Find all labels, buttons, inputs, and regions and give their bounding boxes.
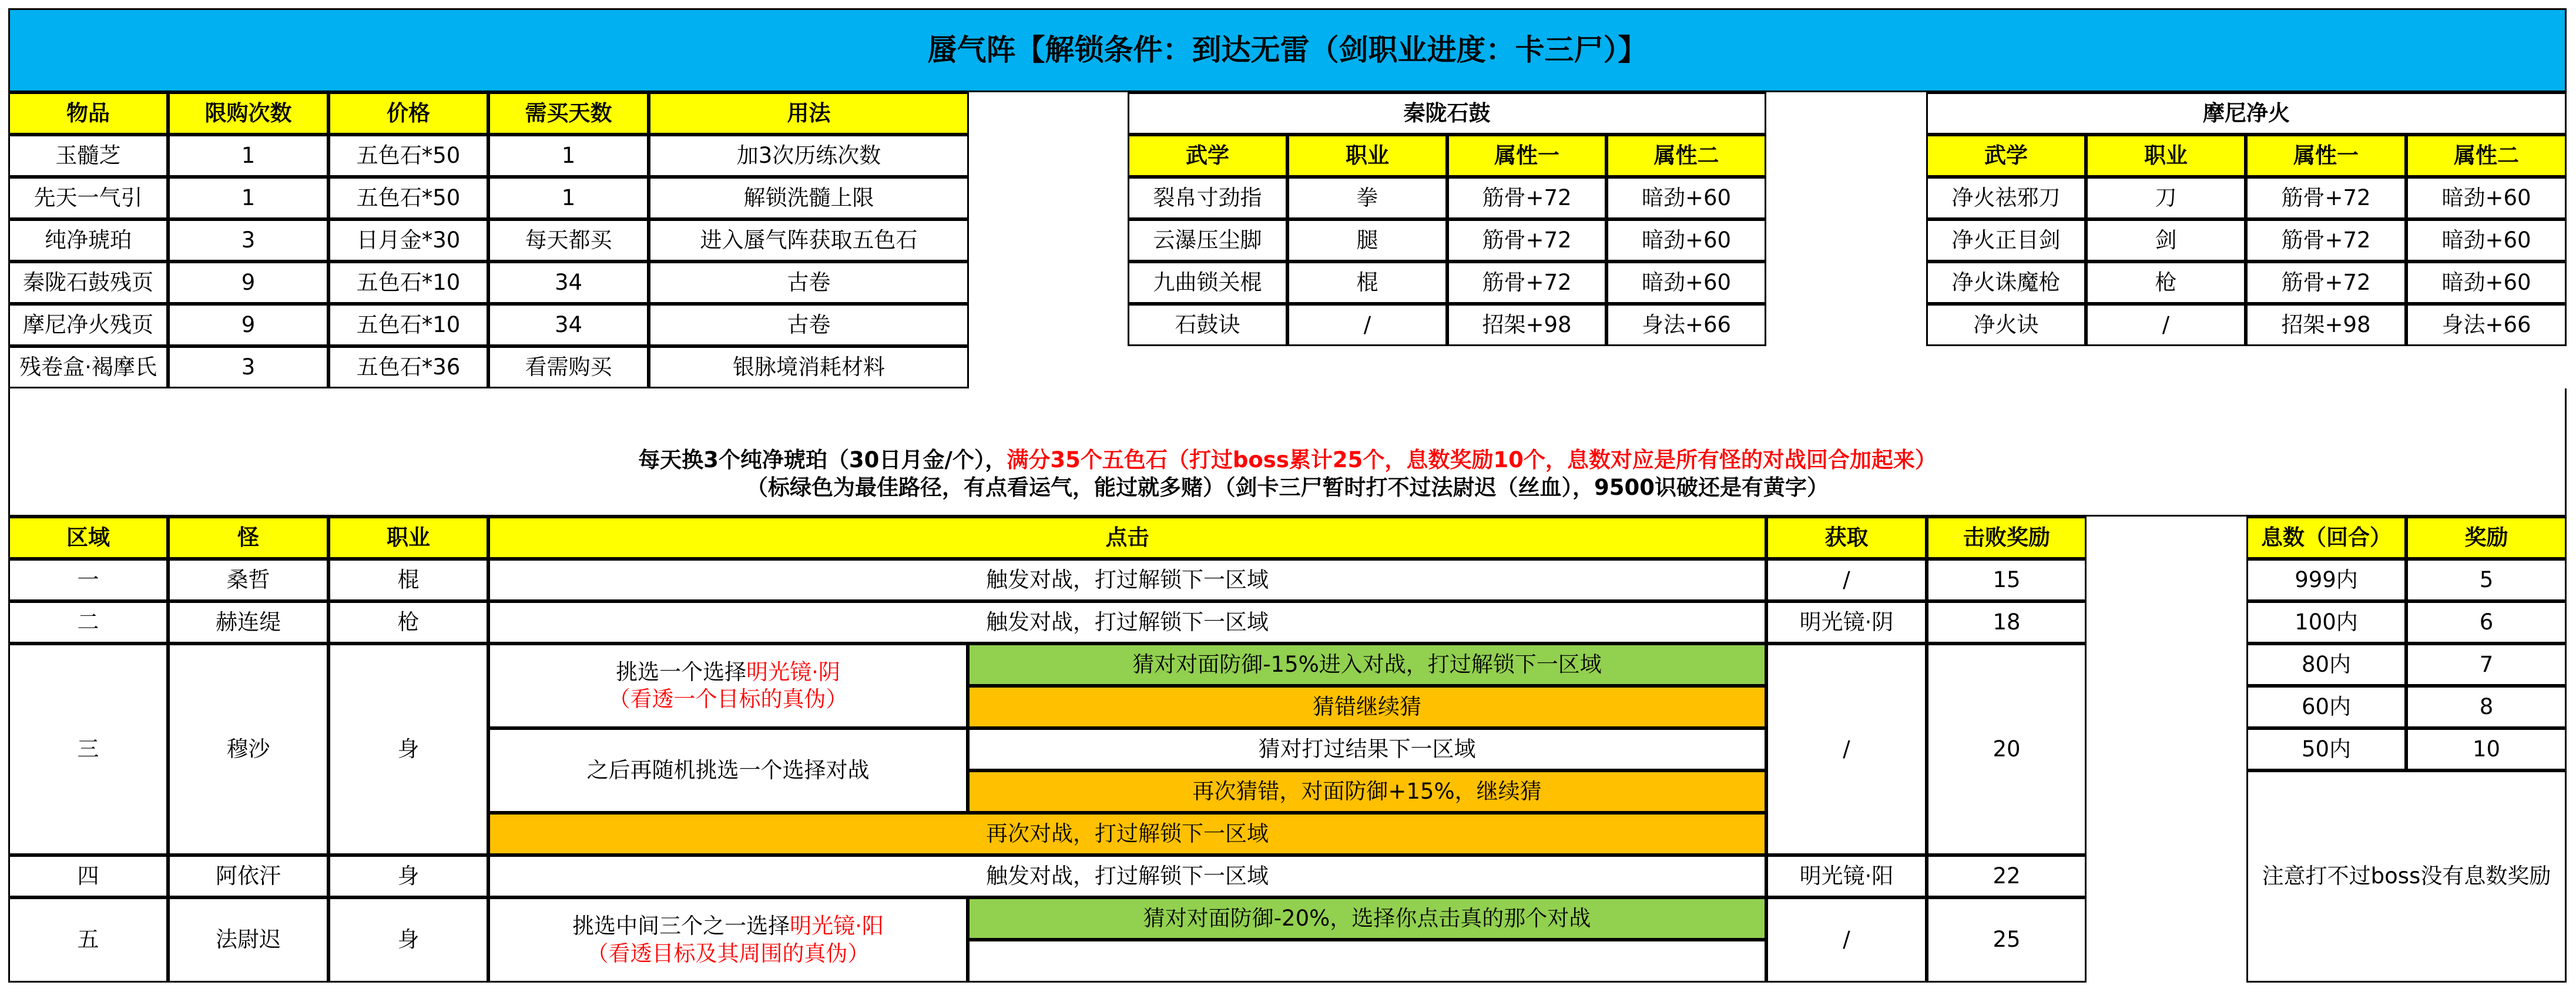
shop-header-limit: 限购次数 bbox=[168, 92, 328, 135]
qinlong-title: 秦陇石鼓 bbox=[1128, 92, 1766, 135]
moni-cell: 刀 bbox=[2086, 177, 2246, 219]
moni-cell: 暗劲+60 bbox=[2406, 219, 2567, 262]
zone-get: / bbox=[1766, 897, 1927, 983]
moni-cell: 筋骨+72 bbox=[2246, 177, 2406, 219]
breath-reward: 6 bbox=[2406, 601, 2567, 644]
moni-cell: 暗劲+60 bbox=[2406, 177, 2567, 219]
zone-area: 三 bbox=[8, 644, 168, 855]
breath-header-reward: 奖励 bbox=[2406, 517, 2567, 559]
qinlong-cell: 暗劲+60 bbox=[1606, 177, 1766, 219]
shop-cell: 古卷 bbox=[649, 262, 969, 304]
zone-reward: 22 bbox=[1927, 855, 2087, 897]
moni-header: 武学 bbox=[1926, 135, 2086, 177]
shop-header-usage: 用法 bbox=[649, 92, 969, 135]
qinlong-header: 属性二 bbox=[1606, 135, 1766, 177]
zone-area: 四 bbox=[8, 855, 168, 897]
qinlong-header: 职业 bbox=[1287, 135, 1447, 177]
page-title: 蜃气阵【解锁条件：到达无雷（剑职业进度：卡三尸）】 bbox=[8, 8, 2567, 92]
breath-header-rounds: 息数（回合） bbox=[2246, 517, 2406, 559]
zone-job: 枪 bbox=[328, 601, 488, 644]
breath-reward: 8 bbox=[2406, 686, 2567, 728]
shop-cell: 34 bbox=[488, 262, 649, 304]
qinlong-cell: 筋骨+72 bbox=[1447, 219, 1606, 262]
moni-cell: 净火祛邪刀 bbox=[1926, 177, 2086, 219]
zone-header-click: 点击 bbox=[488, 517, 1766, 559]
shop-cell: 1 bbox=[488, 177, 649, 219]
shop-cell: 看需购买 bbox=[488, 346, 649, 388]
zone3-step2: 之后再随机挑选一个选择对战 bbox=[488, 728, 968, 813]
zone-monster: 赫连缇 bbox=[168, 601, 328, 644]
zone-click: 触发对战，打过解锁下一区域 bbox=[488, 559, 1766, 601]
zone-get: / bbox=[1766, 559, 1927, 601]
zone3-option2-correct: 猜对打过结果下一区域 bbox=[968, 728, 1766, 770]
notes-line-2: （标绿色为最佳路径，有点看运气，能过就多赌）（剑卡三尸暂时打不过法尉迟（丝血），9500识破还是有黄字） bbox=[746, 474, 1829, 500]
notes-line-1-red: 满分35个五色石（打过boss累计25个，息数奖励10个，息数对应是所有怪的对战回合加起来） bbox=[1007, 447, 1937, 473]
moni-cell: 净火诀 bbox=[1926, 304, 2086, 346]
qinlong-cell: / bbox=[1287, 304, 1447, 346]
zone-click: 触发对战，打过解锁下一区域 bbox=[488, 855, 1766, 897]
shop-cell: 纯净琥珀 bbox=[8, 219, 168, 262]
zone-get: / bbox=[1766, 644, 1927, 855]
shop-cell: 银脉境消耗材料 bbox=[649, 346, 969, 388]
moni-cell: 暗劲+60 bbox=[2406, 262, 2567, 304]
shop-header-price: 价格 bbox=[328, 92, 488, 135]
moni-cell: 筋骨+72 bbox=[2246, 219, 2406, 262]
shop-cell: 秦陇石鼓残页 bbox=[8, 262, 168, 304]
zone-monster: 阿依汗 bbox=[168, 855, 328, 897]
notes-block bbox=[8, 431, 2567, 517]
zone-job: 身 bbox=[328, 897, 488, 983]
shop-header-item: 物品 bbox=[8, 92, 168, 135]
shop-cell: 9 bbox=[168, 262, 328, 304]
shop-cell: 先天一气引 bbox=[8, 177, 168, 219]
qinlong-cell: 筋骨+72 bbox=[1447, 177, 1606, 219]
qinlong-cell: 石鼓诀 bbox=[1128, 304, 1287, 346]
zone-monster: 桑哲 bbox=[168, 559, 328, 601]
zone3-option-correct: 猜对对面防御-15%进入对战，打过解锁下一区域 bbox=[968, 644, 1766, 686]
shop-cell: 日月金*30 bbox=[328, 219, 488, 262]
shop-header-days: 需买天数 bbox=[488, 92, 649, 135]
zone-area: 二 bbox=[8, 601, 168, 644]
shop-cell: 五色石*10 bbox=[328, 304, 488, 346]
shop-cell: 3 bbox=[168, 219, 328, 262]
moni-cell: 招架+98 bbox=[2246, 304, 2406, 346]
zone-job: 身 bbox=[328, 644, 488, 855]
zone3-step1-prefix: 挑选一个选择 bbox=[616, 659, 747, 685]
zone5-step-item: 明光镜·阳 bbox=[790, 913, 884, 939]
moni-cell: 身法+66 bbox=[2406, 304, 2567, 346]
shop-cell: 1 bbox=[168, 177, 328, 219]
zone-header-reward: 击败奖励 bbox=[1927, 517, 2087, 559]
breath-rounds: 50内 bbox=[2246, 728, 2406, 770]
moni-cell: 筋骨+72 bbox=[2246, 262, 2406, 304]
zone3-step1 bbox=[488, 644, 968, 728]
zone-get: 明光镜·阳 bbox=[1766, 855, 1927, 897]
zone3-step1-sub: （看透一个目标的真伪） bbox=[608, 686, 848, 712]
shop-cell: 古卷 bbox=[649, 304, 969, 346]
moni-header: 职业 bbox=[2086, 135, 2246, 177]
shop-cell: 五色石*50 bbox=[328, 177, 488, 219]
zone-reward: 15 bbox=[1927, 559, 2087, 601]
zone-header-job: 职业 bbox=[328, 517, 488, 559]
moni-cell: 净火诛魔枪 bbox=[1926, 262, 2086, 304]
qinlong-cell: 暗劲+60 bbox=[1606, 219, 1766, 262]
shop-cell: 残卷盒·褐摩氏 bbox=[8, 346, 168, 388]
breath-rounds: 999内 bbox=[2246, 559, 2406, 601]
qinlong-header: 武学 bbox=[1128, 135, 1287, 177]
zone-header-get: 获取 bbox=[1766, 517, 1927, 559]
zone-header-monster: 怪 bbox=[168, 517, 328, 559]
moni-cell: 剑 bbox=[2086, 219, 2246, 262]
moni-cell: 枪 bbox=[2086, 262, 2246, 304]
shop-cell: 9 bbox=[168, 304, 328, 346]
shop-cell: 每天都买 bbox=[488, 219, 649, 262]
breath-reward: 10 bbox=[2406, 728, 2567, 770]
zone-area: 五 bbox=[8, 897, 168, 983]
zone3-step1-item: 明光镜·阴 bbox=[746, 659, 840, 685]
zone5-step bbox=[488, 897, 968, 983]
qinlong-header: 属性一 bbox=[1447, 135, 1606, 177]
zone-click: 触发对战，打过解锁下一区域 bbox=[488, 601, 1766, 644]
zone-reward: 25 bbox=[1927, 897, 2087, 983]
zone-job: 棍 bbox=[328, 559, 488, 601]
moni-title: 摩尼净火 bbox=[1926, 92, 2567, 135]
breath-rounds: 60内 bbox=[2246, 686, 2406, 728]
breath-rounds: 80内 bbox=[2246, 644, 2406, 686]
notes-line-1 bbox=[638, 447, 1937, 474]
zone3-step1-line bbox=[616, 659, 840, 686]
shop-cell: 1 bbox=[168, 135, 328, 177]
shop-cell: 加3次历练次数 bbox=[649, 135, 969, 177]
zone5-option-correct: 猜对对面防御-20%，选择你点击真的那个对战 bbox=[968, 897, 1766, 940]
shop-cell: 34 bbox=[488, 304, 649, 346]
zone5-step-line bbox=[572, 913, 884, 940]
qinlong-cell: 腿 bbox=[1287, 219, 1447, 262]
zone5-step-prefix: 挑选中间三个之一选择 bbox=[572, 913, 790, 939]
shop-cell: 五色石*10 bbox=[328, 262, 488, 304]
qinlong-cell: 招架+98 bbox=[1447, 304, 1606, 346]
qinlong-cell: 棍 bbox=[1287, 262, 1447, 304]
zone-area: 一 bbox=[8, 559, 168, 601]
qinlong-cell: 云瀑压尘脚 bbox=[1128, 219, 1287, 262]
moni-cell: / bbox=[2086, 304, 2246, 346]
zone5-step-sub: （看透目标及其周围的真伪） bbox=[586, 940, 870, 966]
zone3-option-wrong: 猜错继续猜 bbox=[968, 686, 1766, 728]
qinlong-cell: 裂帛寸劲指 bbox=[1128, 177, 1287, 219]
shop-cell: 五色石*50 bbox=[328, 135, 488, 177]
zone5-option-blank bbox=[968, 940, 1766, 983]
shop-cell: 玉髓芝 bbox=[8, 135, 168, 177]
shop-cell: 摩尼净火残页 bbox=[8, 304, 168, 346]
shop-cell: 1 bbox=[488, 135, 649, 177]
breath-reward: 5 bbox=[2406, 559, 2567, 601]
zone-job: 身 bbox=[328, 855, 488, 897]
breath-rounds: 100内 bbox=[2246, 601, 2406, 644]
moni-cell: 净火正目剑 bbox=[1926, 219, 2086, 262]
breath-reward: 7 bbox=[2406, 644, 2567, 686]
qinlong-cell: 筋骨+72 bbox=[1447, 262, 1606, 304]
shop-cell: 五色石*36 bbox=[328, 346, 488, 388]
zone-monster: 法尉迟 bbox=[168, 897, 328, 983]
qinlong-cell: 拳 bbox=[1287, 177, 1447, 219]
qinlong-cell: 身法+66 bbox=[1606, 304, 1766, 346]
zone-reward: 18 bbox=[1927, 601, 2087, 644]
shop-cell: 进入蜃气阵获取五色石 bbox=[649, 219, 969, 262]
zone-get: 明光镜·阴 bbox=[1766, 601, 1927, 644]
zone-monster: 穆沙 bbox=[168, 644, 328, 855]
zone-header-area: 区域 bbox=[8, 517, 168, 559]
shop-cell: 解锁洗髓上限 bbox=[649, 177, 969, 219]
qinlong-cell: 暗劲+60 bbox=[1606, 262, 1766, 304]
notes-line-1-black: 每天换3个纯净琥珀（30日月金/个）， bbox=[638, 447, 1007, 473]
qinlong-cell: 九曲锁关棍 bbox=[1128, 262, 1287, 304]
zone3-option2-wrong: 再次猜错，对面防御+15%，继续猜 bbox=[968, 770, 1766, 813]
moni-header: 属性一 bbox=[2246, 135, 2406, 177]
zone-reward: 20 bbox=[1927, 644, 2087, 855]
moni-header: 属性二 bbox=[2406, 135, 2567, 177]
shop-cell: 3 bbox=[168, 346, 328, 388]
zone3-again: 再次对战，打过解锁下一区域 bbox=[488, 813, 1766, 855]
breath-note: 注意打不过boss没有息数奖励 bbox=[2246, 770, 2567, 983]
